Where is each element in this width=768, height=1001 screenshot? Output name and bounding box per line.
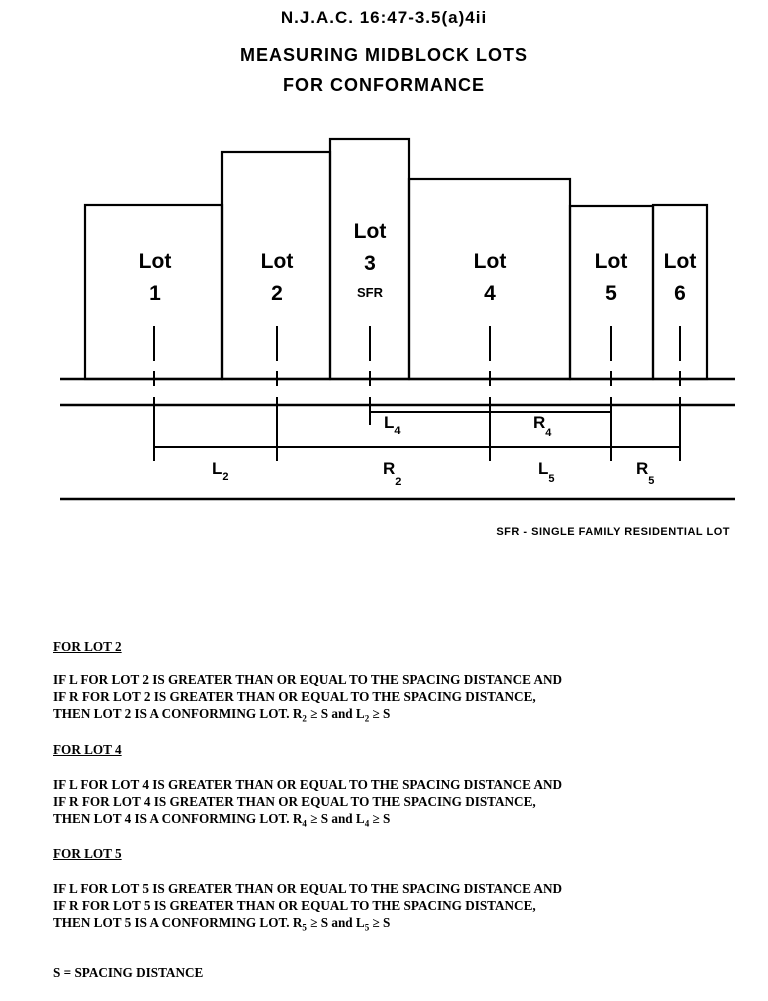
regulation-code: N.J.A.C. 16:47-3.5(a)4ii: [280, 8, 488, 27]
lot-4-number: 4: [484, 282, 496, 305]
section-heading-lot-2: FOR LOT 2: [53, 639, 122, 654]
lot-6-number: 6: [674, 282, 686, 305]
dim-l4: $L_4$: [384, 413, 401, 437]
lot-3-label: Lot: [353, 220, 387, 243]
section-heading-lot-4: FOR LOT 4: [53, 742, 122, 757]
section-body-lot-4: IF L FOR LOT 4 IS GREATER THAN OR EQUAL TO THE SPACING DISTANCE AND IF R FOR LOT 4 IS GREATER THAN OR EQUAL TO THE SPACING DISTANCE, THEN LOT 4 IS A CONFORMING LOT. $R_4 \ge S$ and $L_4 \ge S$: [53, 777, 563, 829]
lot-5-label: Lot: [594, 250, 628, 273]
section-body-lot-5: IF L FOR LOT 5 IS GREATER THAN OR EQUAL TO THE SPACING DISTANCE AND IF R FOR LOT 5 IS GREATER THAN OR EQUAL TO THE SPACING DISTANCE, THEN LOT 5 IS A CONFORMING LOT. $R_5 \ge S$ and $L_5 \ge S$: [53, 881, 563, 933]
dim-r5: $R_5$: [636, 459, 655, 487]
legend: SFR - SINGLE FAMILY RESIDENTIAL LOT: [496, 526, 730, 538]
spacing-distance-note: S = SPACING DISTANCE: [53, 965, 204, 980]
lot-4-label: Lot: [473, 250, 507, 273]
lot-2-number: 2: [271, 282, 283, 305]
dim-r4: $R_4$: [533, 413, 552, 439]
dim-l2: $L_2$: [212, 459, 229, 483]
lot-2-label: Lot: [260, 250, 294, 273]
section-body-lot-2: IF L FOR LOT 2 IS GREATER THAN OR EQUAL TO THE SPACING DISTANCE AND IF R FOR LOT 2 IS GREATER THAN OR EQUAL TO THE SPACING DISTANCE, THEN LOT 2 IS A CONFORMING LOT. $R_2 \ge S$ and $L_2 \ge S$: [53, 672, 563, 724]
lot-3-sfr-note: SFR: [357, 285, 383, 300]
title-line-2: FOR CONFORMANCE: [283, 75, 485, 95]
lot-1-number: 1: [149, 282, 161, 305]
dim-r2: $R_2$: [383, 459, 402, 488]
section-heading-lot-5: FOR LOT 5: [53, 846, 122, 861]
lot-3-number: 3: [364, 252, 376, 275]
dim-l5: $L_5$: [538, 459, 555, 485]
lot-6-label: Lot: [663, 250, 697, 273]
lot-1-label: Lot: [138, 250, 172, 273]
lot-5-number: 5: [605, 282, 617, 305]
title-line-1: MEASURING MIDBLOCK LOTS: [240, 45, 528, 65]
